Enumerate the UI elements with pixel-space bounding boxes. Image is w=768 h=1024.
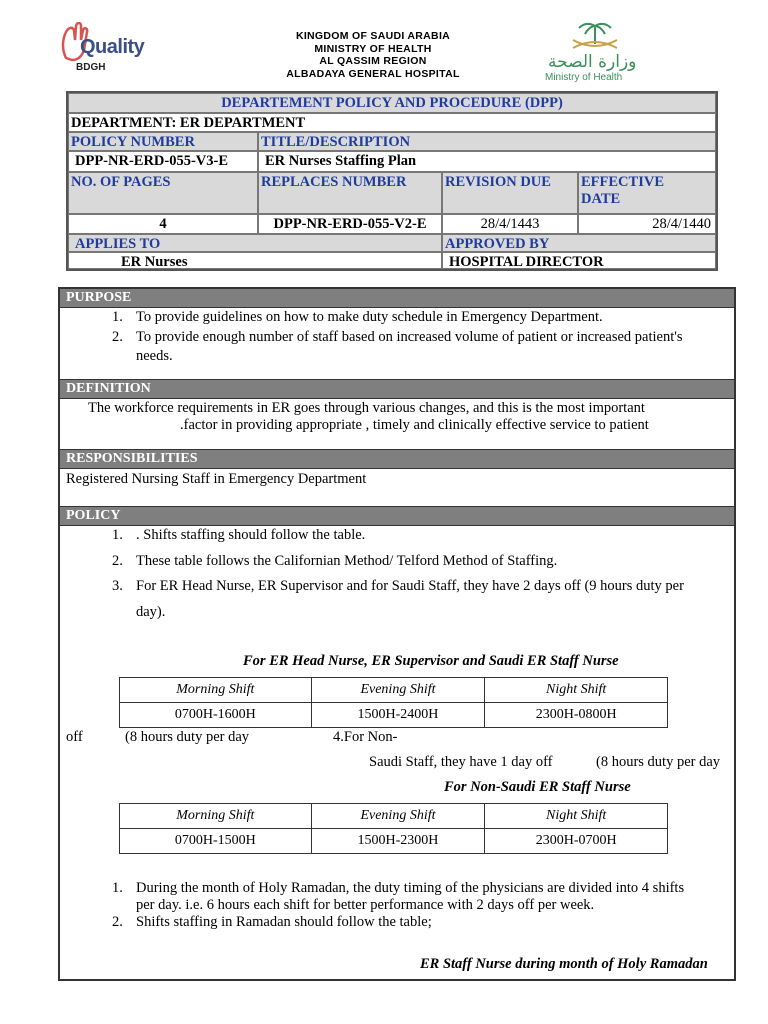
responsibilities-text: Registered Nursing Staff in Emergency Department (66, 471, 367, 487)
revision-due-value: 28/4/1443 (442, 214, 578, 234)
policy-item-3-continued: day). (136, 604, 166, 620)
policy-info-table (66, 91, 718, 271)
policy-item-2-number: 2. (112, 553, 123, 569)
approved-by-value: HOSPITAL DIRECTOR (442, 252, 716, 269)
effective-date-label (578, 172, 716, 214)
floating-off: off (66, 729, 83, 745)
shift-table-saudi (119, 677, 668, 728)
definition-line-1: The workforce requirements in ER goes through various changes, and this is the most important (88, 400, 645, 416)
effective-label-line1: EFFECTIVE (581, 174, 664, 190)
purpose-item-2-number: 2. (112, 329, 123, 345)
replaces-number-label: REPLACES NUMBER (258, 172, 442, 214)
table-cell: 0700H-1600H (120, 703, 312, 728)
table1-caption: For ER Head Nurse, ER Supervisor and Saudi ER Staff Nurse (243, 653, 619, 669)
title-description-value: ER Nurses Staffing Plan (258, 151, 716, 172)
approved-by-label: APPROVED BY (442, 234, 716, 252)
ramadan-item-1-number: 1. (112, 880, 123, 896)
table-cell: 1500H-2400H (311, 703, 485, 728)
document-header (230, 30, 516, 80)
purpose-heading: PURPOSE (60, 289, 734, 307)
ramadan-item-1: During the month of Holy Ramadan, the duty timing of the physicians are divided into 4 shifts (136, 880, 685, 896)
floating-hours: (8 hours duty per day (125, 729, 250, 745)
effective-label-line2: DATE (581, 191, 621, 207)
ramadan-item-2: Shifts staffing in Ramadan should follow the table; (136, 914, 432, 930)
purpose-item-2-continued: needs. (136, 348, 173, 364)
header-line-kingdom: KINGDOM OF SAUDI ARABIA (295, 30, 451, 42)
pages-label: NO. OF PAGES (68, 172, 258, 214)
responsibilities-heading: RESPONSIBILITIES (60, 450, 734, 468)
table-row (120, 829, 668, 854)
policy-item-1: . Shifts staffing should follow the table. (136, 527, 366, 543)
revision-due-label: REVISION DUE (442, 172, 578, 214)
quality-logo (60, 22, 150, 76)
policy-heading: POLICY (60, 507, 734, 525)
definition-heading: DEFINITION (60, 380, 734, 398)
moh-logo-arabic: وزارة الصحة (548, 52, 637, 72)
purpose-item-2: To provide enough number of staff based on increased volume of patient or increased patient's (136, 329, 683, 345)
floating-item-4: 4.For Non- (333, 729, 398, 745)
policy-item-3: For ER Head Nurse, ER Supervisor and for Saudi Staff, they have 2 days off (9 hours duty per (136, 578, 684, 594)
moh-logo (540, 22, 650, 82)
replaces-number-value: DPP-NR-ERD-055-V2-E (258, 214, 442, 234)
table-header-cell: Evening Shift (311, 804, 485, 829)
table-cell: 2300H-0700H (485, 829, 668, 854)
applies-to-value: ER Nurses (68, 252, 442, 269)
table-header-cell: Morning Shift (120, 804, 312, 829)
divider (60, 468, 734, 469)
header-line-region: AL QASSIM REGION (319, 55, 427, 67)
policy-item-3-number: 3. (112, 578, 123, 594)
policy-item-1-number: 1. (112, 527, 123, 543)
table-header-cell: Evening Shift (311, 678, 485, 703)
policy-number-value: DPP-NR-ERD-055-V3-E (68, 151, 258, 172)
table-cell: 1500H-2300H (311, 829, 485, 854)
table-row (120, 703, 668, 728)
moh-logo-english: Ministry of Health (545, 72, 623, 83)
table-header-row (120, 678, 668, 703)
quality-logo-text: Quality (80, 36, 145, 58)
department-label: DEPARTMENT: ER DEPARTMENT (68, 113, 716, 132)
policy-item-2: These table follows the Californian Method/ Telford Method of Staffing. (136, 553, 558, 569)
policy-body (58, 287, 736, 981)
palm-swords-icon (555, 22, 635, 54)
policy-number-label: POLICY NUMBER (68, 132, 258, 151)
purpose-item-1: To provide guidelines on how to make duty schedule in Emergency Department. (136, 309, 603, 325)
table-header-cell: Morning Shift (120, 678, 312, 703)
table2-caption: For Non-Saudi ER Staff Nurse (444, 779, 631, 795)
table-header-cell: Night Shift (485, 678, 668, 703)
quality-logo-sub: BDGH (76, 62, 106, 73)
ramadan-item-1-continued: per day. i.e. 6 hours each shift for better performance with 2 days off per week. (136, 897, 595, 913)
dpp-title: DEPARTEMENT POLICY AND PROCEDURE (DPP) (68, 93, 716, 113)
header-line-ministry: MINISTRY OF HEALTH (314, 42, 432, 55)
applies-to-label: APPLIES TO (68, 234, 442, 252)
table-cell: 0700H-1500H (120, 829, 312, 854)
ramadan-item-2-number: 2. (112, 914, 123, 930)
title-description-label: TITLE/DESCRIPTION (258, 132, 716, 151)
ramadan-table-caption: ER Staff Nurse during month of Holy Ramadan (420, 956, 708, 972)
shift-table-non-saudi (119, 803, 668, 854)
effective-date-value: 28/4/1440 (578, 214, 716, 234)
table-header-row (120, 804, 668, 829)
header-line-hospital: ALBADAYA GENERAL HOSPITAL (286, 67, 460, 80)
pages-value: 4 (68, 214, 258, 234)
table-cell: 2300H-0800H (485, 703, 668, 728)
floating-line2-b: (8 hours duty per day (596, 754, 721, 770)
definition-line-2: .factor in providing appropriate , timely and clinically effective service to patient (180, 417, 649, 433)
purpose-item-1-number: 1. (112, 309, 123, 325)
table-header-cell: Night Shift (485, 804, 668, 829)
floating-line2-a: Saudi Staff, they have 1 day off (369, 754, 553, 770)
